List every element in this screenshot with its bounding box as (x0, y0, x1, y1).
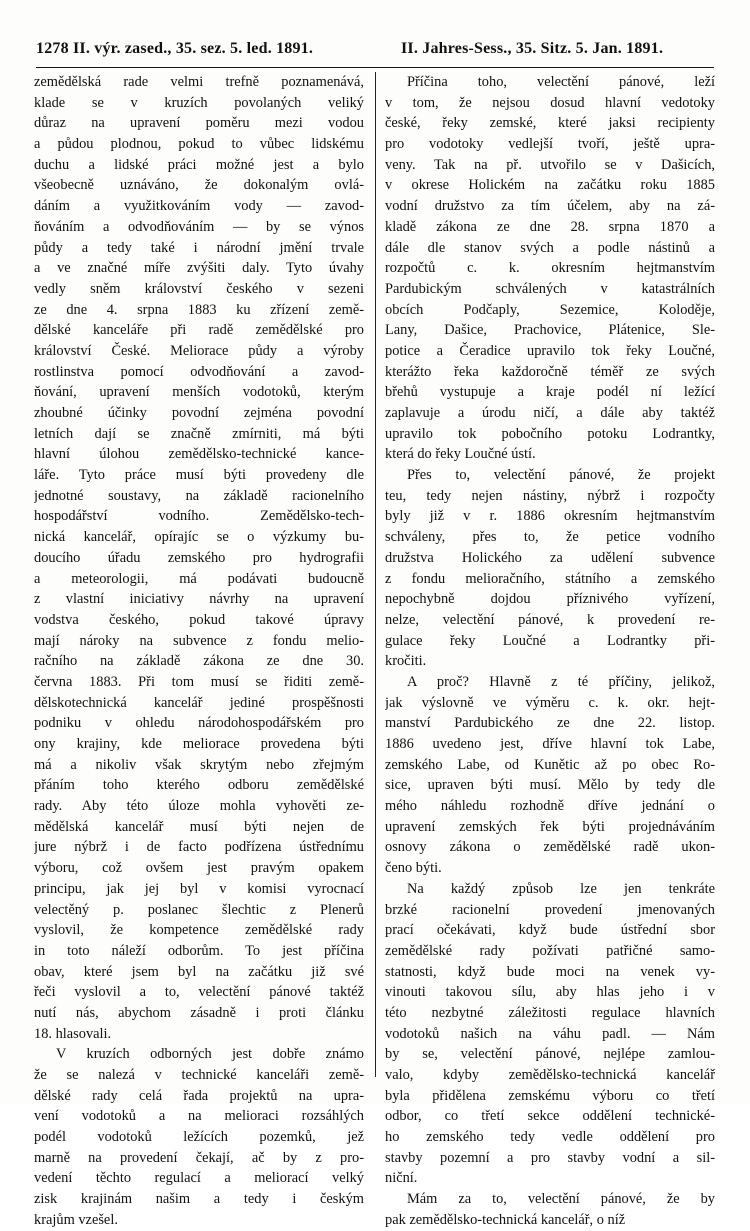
left-column-line: přáním toho kterého odboru zemědělské (34, 777, 364, 794)
left-column-line: in toto náleží odborům. To jest příčina (34, 942, 364, 959)
right-column-line: osnovy zákona o zemědělské radě ukon- (385, 839, 715, 856)
right-column-line: Lany, Dašice, Prachovice, Plátenice, Sle- (385, 322, 715, 339)
left-column-line: principu, jak jej byl v komisi vyrocnací (34, 880, 364, 897)
right-column-line: pak zemědělsko-technická kancelář, o níž (385, 1211, 626, 1228)
right-column-line: rozpočtů c. k. okresním hejtmanstvím (385, 260, 715, 277)
right-column-line: vinouti takovou sílu, aby hlas jeho i v (385, 984, 715, 1001)
right-column-line: by se, velectění pánové, nejlépe zamlou- (385, 1046, 715, 1063)
left-column-line: V kruzích odborných jest dobře známo (56, 1046, 364, 1063)
left-column-line: vodstva českého, pokud takové úpravy (34, 611, 364, 628)
right-column-line: v tom, že nejsou dosud hlavní vedotoky (385, 94, 715, 111)
left-column-line: 18. hlasovali. (34, 1025, 112, 1042)
right-column-line: manství Pardubického ze dne 22. listop. (385, 715, 715, 732)
right-column-line: stavby pozemní a pro stavby vodní a sil- (385, 1149, 715, 1166)
left-column-line: račního na základě zákona ze dne 30. (34, 653, 364, 670)
left-column-line: důraz na upravení poměru mezi vodou (34, 115, 364, 132)
left-column-line: a meteorologii, má podávati budoucně (34, 570, 364, 587)
left-column-line: jednotné soustavy, na základě racionelního (34, 487, 364, 504)
left-column-line: velectěný p. poslanec šlechtic z Plenerů (34, 901, 364, 918)
right-column-line: jak výslovně ve výměru c. k. okr. hejt- (385, 694, 715, 711)
right-column-line: břehů vystupuje a kraje podél ní ležící (385, 384, 715, 401)
right-column-line: byly již v r. 1886 okresním hejtmanstvím (385, 508, 715, 525)
right-column-line: Přes to, velectění pánové, že projekt (407, 467, 715, 484)
right-column-line: dále dle stanov svých a podle nástinů a (385, 239, 715, 256)
left-column-line: dělské rady celá řada projektů na upra- (34, 1087, 364, 1104)
right-column-line: kladě zákona ze dne 28. srpna 1870 a (385, 218, 715, 235)
left-column-line: doucího úřadu zemského pro hydrografii (34, 549, 364, 566)
header-right: II. Jahres-Sess., 35. Sitz. 5. Jan. 1891. (401, 40, 664, 57)
right-column-line: ho zemského tedy vedle oddělení pro (385, 1129, 715, 1146)
left-column-line: rostlinstva pomocí odvodňování a zavod- (34, 363, 364, 380)
left-column-line: obav, které jsem byl na začátku již své (34, 963, 364, 980)
right-column-line: zemského Labe, od Kunětic až po obec Ro- (385, 756, 715, 773)
page-header (36, 40, 714, 64)
right-column-line: niční. (385, 1170, 418, 1187)
right-column-line: mého náhledu rozhodně dříve jednání o (385, 798, 715, 815)
left-column-line: zemědělská rade velmi trefně poznamenává, (34, 74, 364, 90)
left-column-line: duchu a lidské práci možné jest a bylo (34, 156, 364, 173)
right-column-line: této nezbytné záležitosti regulace hlavních (385, 1004, 715, 1021)
left-column-line: mají nároky na subvence z fondu melio- (34, 632, 364, 649)
left-column-line: všeobecně uznáváno, že dokonalým ovlá- (34, 177, 364, 194)
right-column-line: v okrese Holickém na začátku roku 1885 (385, 177, 715, 194)
left-column-line: rady. Aby této úloze mohla vyhověti ze- (34, 798, 364, 815)
left-column-line: nutí nás, abychom zásadně i proti článku (34, 1004, 364, 1021)
left-column-line: hlavní úlohou zemědělsko-technické kance- (34, 446, 364, 463)
right-column-line: zemědělské rady požívati patřičné samo- (385, 942, 715, 959)
left-column-line: vedly sněm království českého v sezeni (34, 280, 364, 297)
right-column-line: sice, upraven býti musí. Mělo by tedy dle (385, 777, 715, 794)
right-column-line: byla přidělena zemskému výboru co třetí (385, 1087, 715, 1104)
column-divider (375, 72, 376, 1077)
right-column-line: 1886 uvedeno jest, dříve hlavní tok Labe, (385, 736, 715, 752)
left-column-line: a ve značné míře zvýšiti daly. Tyto úvahy (34, 260, 364, 277)
right-column-line: potice a Čeradice upravilo tok řeky Loučné, (385, 342, 715, 359)
left-column-line: že se nalezá v technické kanceláři země- (34, 1067, 364, 1083)
left-column-line: krajům vzešel. (34, 1211, 118, 1228)
right-column-line: A proč? Hlavně z té příčiny, jelikož, (407, 673, 715, 690)
left-column-line: dělskotechnická kancelář jediné prospěšnosti (34, 694, 364, 711)
right-column-line: české, řeky zemské, které jaksi recipienty (385, 115, 715, 132)
left-column-line: ony krajiny, kde meliorace provedena býti (34, 736, 364, 752)
left-column-line: dáním a využitkováním vody — zavod- (34, 198, 364, 215)
right-column-line: Mám za to, velectění pánové, že by (407, 1191, 715, 1208)
right-column-line: kročiti. (385, 653, 427, 670)
right-column-line: pro vodotoky vedlejší tvoří, ještě upra- (385, 136, 715, 153)
right-column-line: čeno býti. (385, 860, 442, 877)
right-column-line: družstva Holického za udělení subvence (385, 549, 715, 566)
left-column-line: má a nikoliv však skrytým nebo zřejmým (34, 756, 364, 773)
right-column-line: upravilo tok pobočního potoku Lodrantky, (385, 425, 715, 442)
left-column-line: vyslovil, že kompetence zemědělské rady (34, 922, 364, 939)
right-column-line: veny. Tak na př. utvořilo se v Dašicích, (385, 156, 715, 173)
left-column-line: a půdou plodnou, pokud to vůbec lidskému (34, 136, 364, 153)
right-column-line: vodní družstvo za tím účelem, aby na zá- (385, 198, 715, 215)
left-column-line: půdy a tedy také i národní jmění trvale (34, 239, 364, 256)
left-column-line: zhoubné účinky povodní zejména povodní (34, 405, 364, 421)
right-column-line: teu, tedy nejen nástiny, nýbrž i rozpočty (385, 487, 715, 504)
left-column-line: z vlastní iniciativy návrhy na upravení (34, 591, 364, 608)
right-column-line: odbor, co třetí sekce oddělení technické- (385, 1108, 715, 1125)
right-column-line: Pardubickým schválených v katastrálních (385, 280, 715, 297)
header-left: 1278 II. výr. zased., 35. sez. 5. led. 1891. (36, 40, 314, 57)
right-column-line: obcích Podčaply, Sezemice, Koloděje, (385, 301, 715, 318)
left-column-line: vedení těchto regulací a meliorací velký (34, 1170, 364, 1187)
header-rule (36, 67, 714, 68)
right-column-line: Na každý způsob lze jen tenkráte (407, 880, 715, 897)
left-column (34, 72, 364, 1231)
right-column-line: z fondu melioračního, státního a zemského (385, 570, 715, 587)
left-column-line: vení vodotoků a na melioraci rozsáhlých (34, 1108, 364, 1125)
right-column-line: statnosti, když bude moci na venek vy- (385, 963, 715, 980)
left-column-line: mědělská kancelář musí býti nejen de (34, 818, 364, 835)
left-column-line: ňování, upravení menších vodotoků, kterým (34, 384, 364, 401)
right-column-line: zaplavuje a úrodu ničí, a dále aby taktéž (385, 405, 715, 421)
right-column-line: gulace řeky Loučné a Lodrantky při- (385, 632, 715, 649)
left-column-line: jure nýbrž i de facto podřízena ústřednímu (34, 839, 364, 856)
left-column-line: hospodářství vodního. Zemědělsko-tech- (34, 508, 364, 525)
left-column-line: klade se v kruzích povolaných veliký (34, 94, 364, 111)
left-column-line: ňováním a odvodňováním — by se výnos (34, 218, 364, 235)
left-column-line: království České. Meliorace půdy a výroby (34, 342, 364, 359)
left-column-line: podél vodotoků ležících pozemků, jež (34, 1129, 364, 1146)
right-column-line: prací očekávati, když bude ústřední sbor (385, 922, 715, 939)
right-column (385, 72, 715, 1231)
right-column-line: vodotoků našich na váhu padl. — Nám (385, 1025, 715, 1042)
right-column-line: upravení zemských řek býti projednáváním (385, 818, 715, 835)
left-column-line: ze dne 4. srpna 1883 ku zřízení země- (34, 301, 364, 318)
right-column-line: která do řeky Loučné ústí. (385, 446, 536, 463)
left-column-line: řeči vyslovil a to, velectění pánové taktéž (34, 984, 364, 1001)
right-column-line: brzké racionelní provedení jmenovaných (385, 901, 715, 918)
left-column-line: podniku v ohledu národohospodářském pro (34, 715, 364, 732)
right-column-line: nelze, velectění pánové, k provedení re- (385, 611, 715, 628)
right-column-line: kterážto řeka každoročně téměř ze svých (385, 363, 715, 380)
right-column-line: nepochybně dojdou příznivého vyřízení, (385, 591, 715, 608)
left-column-line: června 1883. Při tom musí se řiditi země- (34, 673, 364, 690)
left-column-line: letních dají se značně zmírniti, má býti (34, 425, 364, 442)
left-column-line: láře. Tyto práce musí býti provedeny dle (34, 467, 364, 484)
left-column-line: marně na provedení čekají, ač by z pro- (34, 1149, 364, 1166)
left-column-line: výboru, což ovšem jest pravým opakem (34, 860, 364, 877)
left-column-line: nická kancelář, opírajíc se o výzkumy bu- (34, 529, 364, 546)
right-column-line: schváleny, přes to, že petice vodního (385, 529, 715, 546)
left-column-line: dělské kanceláře při radě zemědělské pro (34, 322, 364, 339)
left-column-line: zisk krajinám našim a tedy i českým (34, 1191, 364, 1208)
right-column-line: Příčina toho, velectění pánové, leží (407, 74, 715, 90)
right-column-line: valo, kdyby zemědělsko-technická kancelář (385, 1067, 715, 1083)
